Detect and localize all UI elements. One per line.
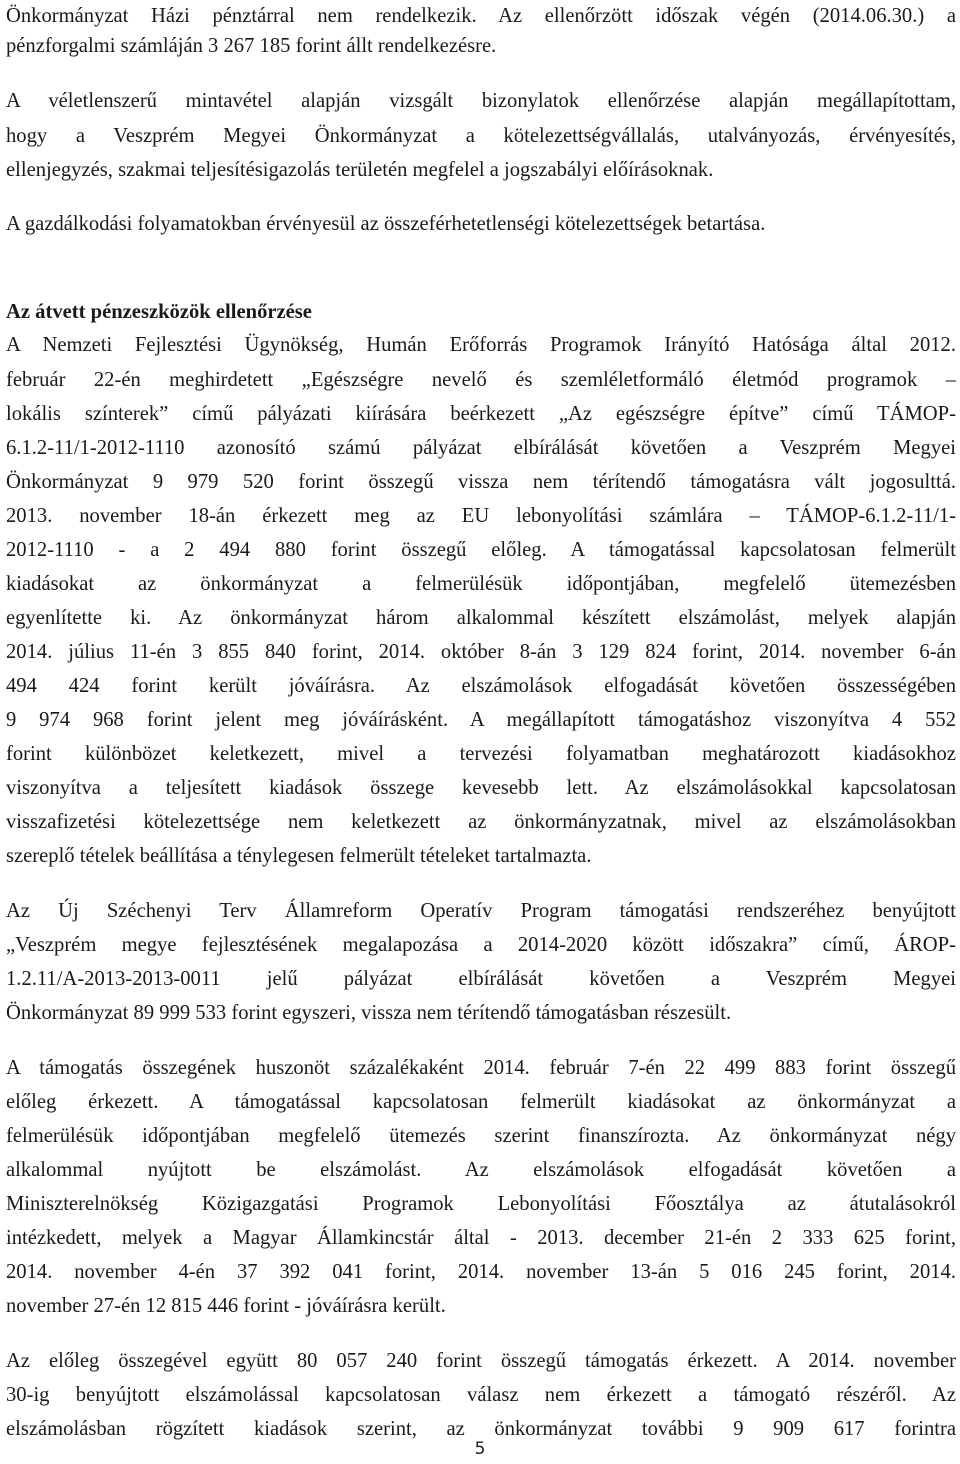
text-line: viszonyítva a teljesített kiadások összege kevesebb lett. Az elszámolásokkal kapcsolatosan <box>6 777 956 799</box>
text-line: intézkedett, melyek a Magyar Államkincstár által - 2013. december 21-én 2 333 625 forint, <box>6 1227 956 1249</box>
text-line: 2014. július 11-én 3 855 840 forint, 2014. október 8-án 3 129 824 forint, 2014. november 6-án <box>6 641 956 663</box>
text-line: A gazdálkodási folyamatokban érvényesül az összeférhetetlenségi kötelezettségek betartása. <box>6 213 766 235</box>
text-line: felmerülésük időpontjában megfelelő ütemezés szerint finanszírozta. Az önkormányzat négy <box>6 1125 956 1147</box>
text-line: előleg érkezett. A támogatással kapcsolatosan felmerült kiadásokat az önkormányzat a <box>6 1091 956 1113</box>
text-line: 2012-1110 - a 2 494 880 forint összegű előleg. A támogatással kapcsolatosan felmerült <box>6 539 956 561</box>
text-line: november 27-én 12 815 446 forint - jóváírásra került. <box>6 1295 446 1317</box>
text-line: kiadásokat az önkormányzat a felmerülésük időpontjában, megfelelő ütemezésben <box>6 573 956 595</box>
text-line: szereplő tételek beállítása a ténylegesen felmerült tételeket tartalmazta. <box>6 845 592 867</box>
text-line: forint különbözet keletkezett, mivel a tervezési folyamatban meghatározott kiadásokhoz <box>6 743 956 765</box>
section-heading: Az átvett pénzeszközök ellenőrzése <box>6 301 312 323</box>
text-line: elszámolásban rögzített kiadások szerint, az önkormányzat további 9 909 617 forintra <box>6 1418 956 1440</box>
text-line: 2013. november 18-án érkezett meg az EU lebonyolítási számlára – TÁMOP-6.1.2-11/1- <box>6 505 956 527</box>
text-line: Önkormányzat Házi pénztárral nem rendelkezik. Az ellenőrzött időszak végén (2014.06.30.) a <box>6 5 956 27</box>
text-line: hogy a Veszprém Megyei Önkormányzat a kötelezettségvállalás, utalványozás, érvényesítés, <box>6 125 956 147</box>
text-line: Az előleg összegével együtt 80 057 240 forint összegű támogatás érkezett. A 2014. november <box>6 1350 956 1372</box>
text-line: 6.1.2-11/1-2012-1110 azonosító számú pályázat elbírálását követően a Veszprém Megyei <box>6 437 956 459</box>
text-line: pénzforgalmi számláján 3 267 185 forint állt rendelkezésre. <box>6 35 497 57</box>
text-line: 494 424 forint került jóváírásra. Az elszámolások elfogadását követően összességében <box>6 675 956 697</box>
text-line: február 22-én meghirdetett „Egészségre nevelő és szemléletformáló életmód programok – <box>6 369 956 391</box>
text-line: 30-ig benyújtott elszámolással kapcsolatosan válasz nem érkezett a támogató részéről. Az <box>6 1384 956 1406</box>
text-line: „Veszprém megye fejlesztésének megalapozása a 2014-2020 között időszakra” című, ÁROP- <box>6 934 956 956</box>
text-line: Az Új Széchenyi Terv Államreform Operatív Program támogatási rendszeréhez benyújtott <box>6 900 956 922</box>
page-number: 5 <box>474 1439 486 1459</box>
text-line: A támogatás összegének huszonöt százalékaként 2014. február 7-én 22 499 883 forint összegű <box>6 1057 956 1079</box>
text-line: Miniszterelnökség Közigazgatási Programok Lebonyolítási Főosztálya az átutalásokról <box>6 1193 956 1215</box>
text-line: Önkormányzat 9 979 520 forint összegű vissza nem térítendő támogatásra vált jogosulttá. <box>6 471 956 493</box>
text-line: A véletlenszerű mintavétel alapján vizsgált bizonylatok ellenőrzése alapján megállapítottam, <box>6 90 956 112</box>
text-line: ellenjegyzés, szakmai teljesítésigazolás területén megfelel a jogszabályi előírásoknak. <box>6 159 714 181</box>
text-line: 1.2.11/A-2013-2013-0011 jelű pályázat elbírálását követően a Veszprém Megyei <box>6 968 956 990</box>
text-line: A Nemzeti Fejlesztési Ügynökség, Humán Erőforrás Programok Irányító Hatósága által 2012. <box>6 334 956 356</box>
text-line: egyenlítette ki. Az önkormányzat három alkalommal készített elszámolást, melyek alapján <box>6 607 956 629</box>
text-line: Önkormányzat 89 999 533 forint egyszeri, vissza nem térítendő támogatásban részesült. <box>6 1002 732 1024</box>
text-line: 9 974 968 forint jelent meg jóváírásként. A megállapított támogatáshoz viszonyítva 4 552 <box>6 709 956 731</box>
text-line: 2014. november 4-én 37 392 041 forint, 2014. november 13-án 5 016 245 forint, 2014. <box>6 1261 956 1283</box>
text-line: visszafizetési kötelezettsége nem keletkezett az önkormányzatnak, mivel az elszámolásokban <box>6 811 956 833</box>
text-line: alkalommal nyújtott be elszámolást. Az elszámolások elfogadását követően a <box>6 1159 956 1181</box>
text-line: lokális színterek” című pályázati kiírására beérkezett „Az egészségre építve” című TÁMOP- <box>6 403 956 425</box>
